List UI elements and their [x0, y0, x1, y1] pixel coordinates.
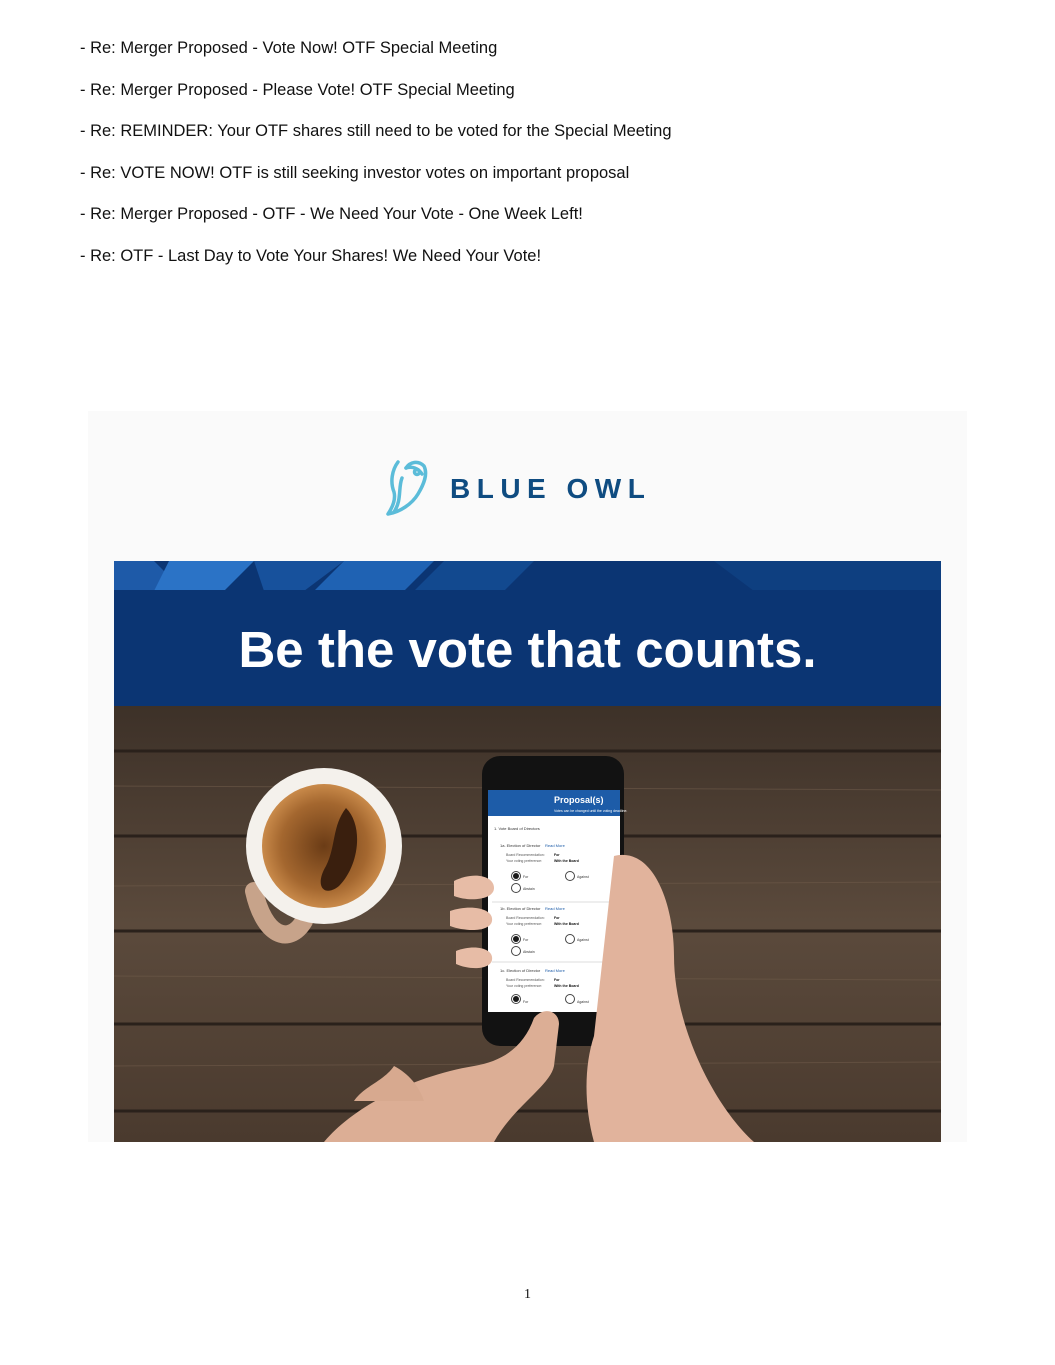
email-subject: - Re: OTF - Last Day to Vote Your Shares! We Need Your Vote! — [80, 246, 542, 265]
email-subject: - Re: Merger Proposed - Please Vote! OTF Special Meeting — [80, 80, 515, 99]
phone-item-label: 1a. Election of Director — [500, 843, 541, 848]
phone-read-more-link: Read More — [545, 843, 565, 848]
phone-option: Against — [577, 938, 589, 942]
phone-section-label: 1. Vote Board of Directors — [494, 826, 540, 831]
phone-rec-value: For — [554, 853, 560, 857]
page-number: 1 — [524, 1287, 531, 1302]
phone-option: Against — [577, 1000, 589, 1004]
phone-read-more-link: Read More — [545, 906, 565, 911]
phone-pref-label: Your voting preference: — [506, 859, 543, 863]
phone-item-label: 1c. Election of Director — [500, 968, 541, 973]
banner — [114, 590, 941, 706]
email-subject: - Re: Merger Proposed - OTF - We Need Your Vote - One Week Left! — [80, 205, 583, 223]
phone-option: Abstain — [523, 887, 535, 891]
phone-rec-label: Board Recommendation: — [506, 853, 545, 857]
email-subject: - Re: REMINDER: Your OTF shares still need to be voted for the Special Meeting — [80, 122, 672, 140]
phone-option: For — [523, 938, 529, 942]
phone-option: For — [523, 1000, 529, 1004]
banner-stripes — [114, 561, 941, 591]
phone-rec-value: For — [554, 978, 560, 982]
phone-pref-value: With the Board — [554, 922, 579, 926]
phone-pref-label: Your voting preference: — [506, 984, 543, 988]
email-subject: - Re: Merger Proposed - Vote Now! OTF Special Meeting — [80, 39, 498, 57]
phone-item-label: 1b. Election of Director — [500, 906, 541, 911]
phone-header-subtitle: Votes can be changed until the voting deadline. — [554, 809, 628, 813]
phone-option: For — [523, 875, 529, 879]
phone-header-title: Proposal(s) — [554, 795, 604, 805]
email-subject: - Re: VOTE NOW! OTF is still seeking investor votes on important proposal — [80, 163, 630, 182]
email-subject-list — [80, 38, 672, 287]
phone-rec-label: Board Recommendation: — [506, 916, 545, 920]
hero-photo — [114, 706, 941, 1142]
phone-pref-value: With the Board — [554, 984, 579, 988]
phone-option: Abstain — [523, 950, 535, 954]
banner-title: Be the vote that counts. — [238, 621, 817, 678]
logo-text: BLUE OWL — [450, 473, 652, 504]
phone-option: Against — [577, 875, 589, 879]
phone-pref-value: With the Board — [554, 859, 579, 863]
phone-rec-value: For — [554, 916, 560, 920]
phone-rec-label: Board Recommendation: — [506, 978, 545, 982]
phone-read-more-link: Read More — [545, 968, 565, 973]
phone-pref-label: Your voting preference: — [506, 922, 543, 926]
hero-illustration — [114, 706, 941, 1142]
